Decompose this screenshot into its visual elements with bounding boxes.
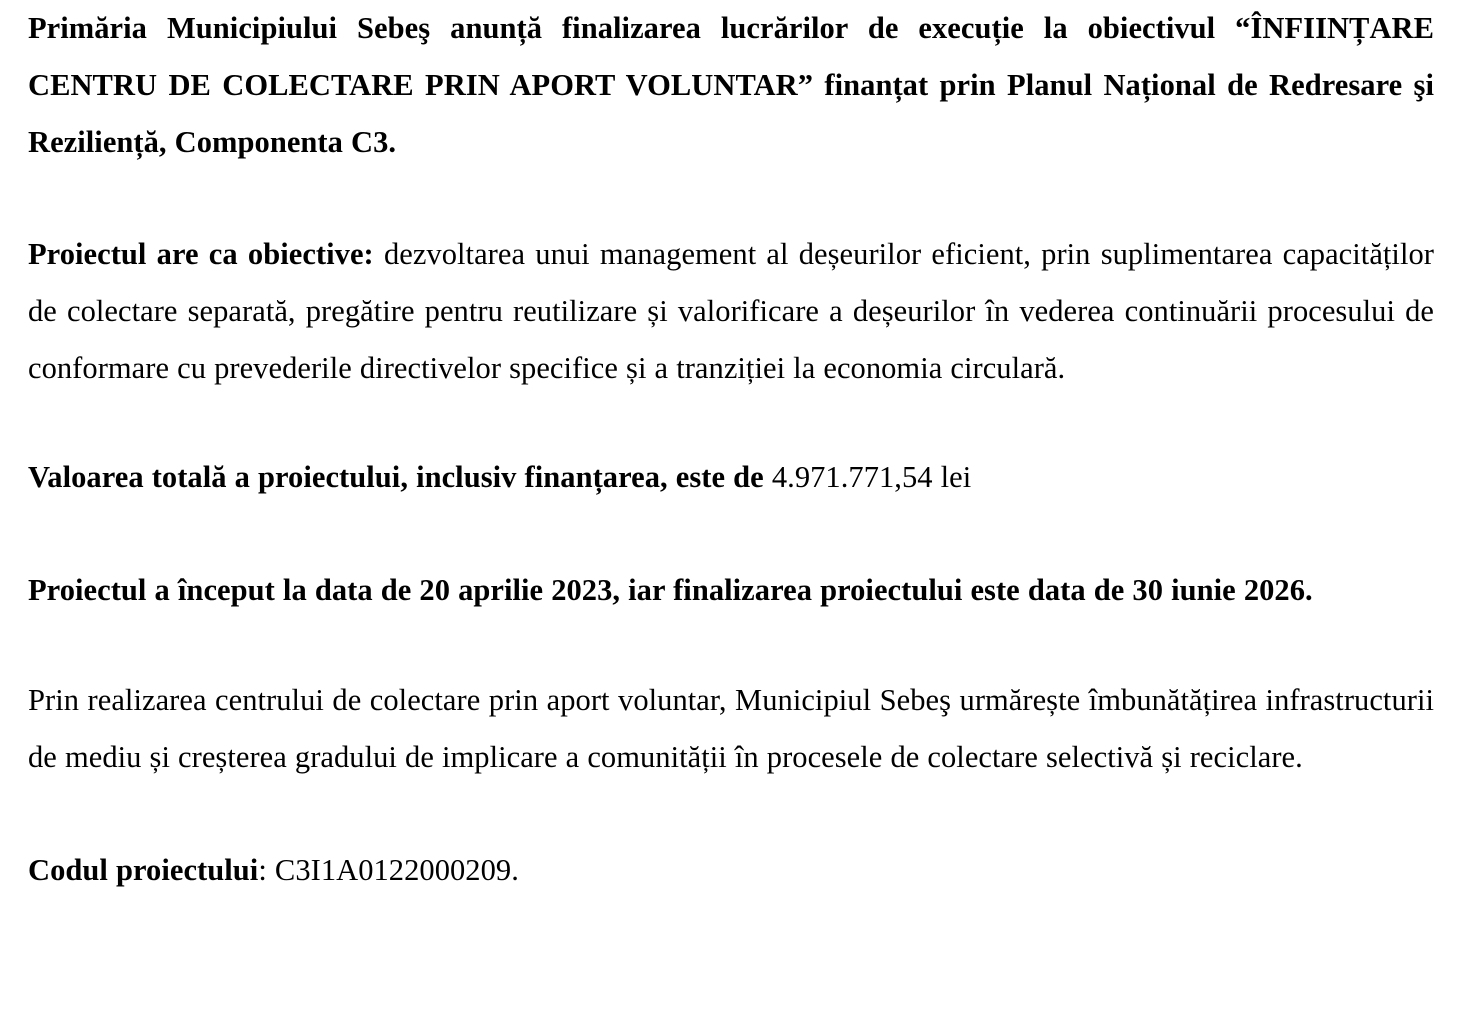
paragraph-gap-5: [28, 786, 1434, 842]
timeline-text: Proiectul a început la data de 20 aprilie 2023, iar finalizarea proiectului este data de 30 iunie 2026.: [28, 573, 1313, 607]
paragraph-gap-2: [28, 397, 1434, 449]
paragraph-impact: [28, 672, 1434, 786]
paragraph-objectives: [28, 226, 1434, 397]
objectives-label: Proiectul are ca obiective:: [28, 237, 374, 271]
paragraph-project-code: [28, 842, 1434, 899]
paragraph-gap-3: [28, 506, 1434, 562]
total-value-amount: 4.971.771,54 lei: [763, 460, 972, 494]
objectives-text: dezvoltarea unui management al deșeurilor eficient, prin suplimentarea capacităților de colectare separată, pregătire pentru reutilizare și valorificare a deșeurilor în vederea continuării procesului de conformare cu prevederile directivelor specifice și a tranziției la economia circulară.: [28, 237, 1434, 385]
paragraph-announcement: [28, 0, 1434, 171]
impact-text: Prin realizarea centrului de colectare prin aport voluntar, Municipiul Sebeş urmărește îmbunătățirea infrastructurii de mediu și creșterea gradului de implicare a comunității în procesele de colectare selectivă și reciclare.: [28, 683, 1434, 774]
paragraph-timeline: [28, 562, 1434, 619]
project-code-value: : C3I1A0122000209.: [258, 853, 519, 887]
paragraph-total-value: [28, 449, 1434, 506]
announcement-text: Primăria Municipiului Sebeş anunță finalizarea lucrărilor de execuție la obiectivul “ÎNFIINȚARE CENTRU DE COLECTARE PRIN APORT VOLUNTAR” finanțat prin Planul Național de Redresare şi Reziliență, Componenta C3.: [28, 11, 1434, 159]
total-value-label: Valoarea totală a proiectului, inclusiv finanțarea, este de: [28, 460, 764, 494]
project-code-label: Codul proiectului: [28, 853, 259, 887]
document-body: [28, 0, 1434, 899]
paragraph-gap-4: [28, 619, 1434, 672]
paragraph-gap-1: [28, 171, 1434, 226]
